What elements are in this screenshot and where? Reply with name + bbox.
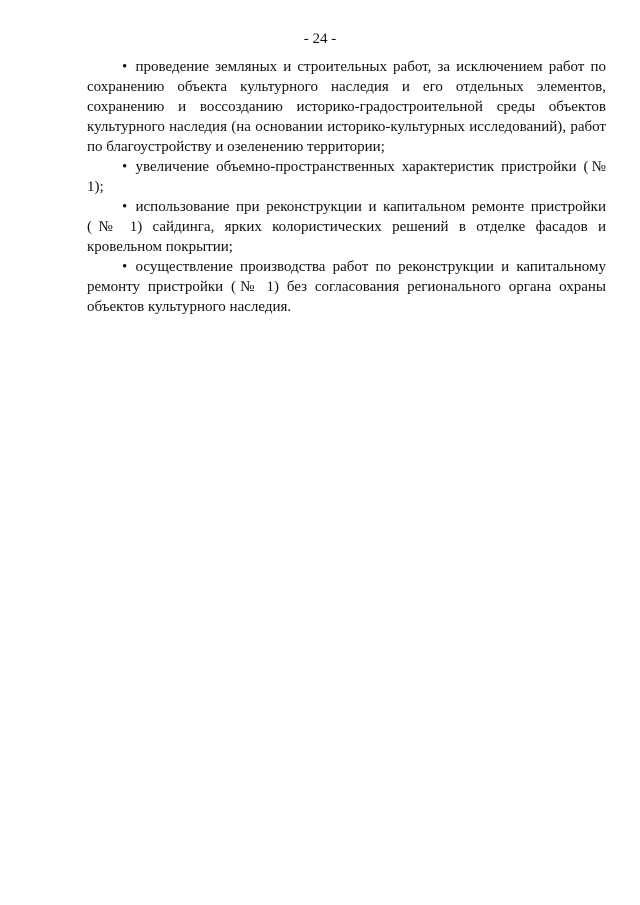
list-item-text: использование при реконструкции и капитальном ремонте пристройки (№ 1) сайдинга, ярких колористических решений в отделке фасадов и кровельном покрытии; xyxy=(87,199,606,255)
page-number: - 24 - xyxy=(303,31,337,47)
list-item-text: осуществление производства работ по реконструкции и капитальному ремонту пристройки (№ 1) без согласования регионального органа охраны объектов культурного наследия. xyxy=(87,259,606,315)
list-item xyxy=(87,157,606,197)
list-item-text: увеличение объемно-пространственных характеристик пристройки (№ 1); xyxy=(87,159,606,195)
restrictions-list xyxy=(87,57,606,317)
bullet-icon: • xyxy=(122,199,128,215)
list-item xyxy=(87,57,606,157)
bullet-icon: • xyxy=(122,159,128,175)
list-item-text: проведение земляных и строительных работ, за исключением работ по сохранению объекта культурного наследия и его отдельных элементов, сохранению и воссозданию историко-градостроительной среды объектов культурного наследия (на основании историко-культурных исследований), работ по благоустройству и озеленению территории; xyxy=(87,59,606,155)
bullet-icon: • xyxy=(122,259,128,275)
list-item xyxy=(87,257,606,317)
bullet-icon: • xyxy=(122,59,128,75)
list-item xyxy=(87,197,606,257)
